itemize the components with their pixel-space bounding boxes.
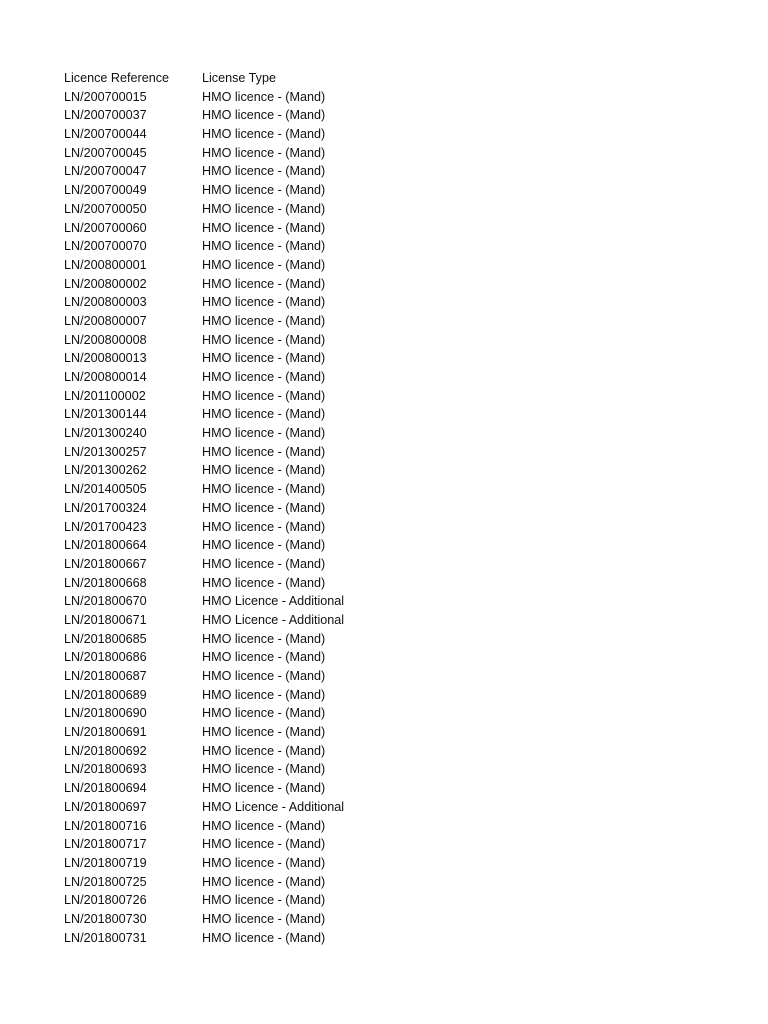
table-row	[64, 424, 484, 443]
license-type-cell: HMO licence - (Mand)	[202, 482, 326, 497]
license-type-cell: HMO licence - (Mand)	[202, 220, 326, 235]
table-row	[64, 611, 484, 630]
license-type-cell: HMO Licence - Additional	[202, 799, 345, 814]
table-row	[64, 349, 484, 368]
licence-reference-cell: LN/200700049	[64, 183, 147, 198]
licence-reference-cell: LN/200700050	[64, 201, 147, 216]
license-type-cell: HMO licence - (Mand)	[202, 519, 326, 534]
table-row	[64, 910, 484, 929]
licence-reference-cell: LN/200700037	[64, 108, 147, 123]
table-row	[64, 667, 484, 686]
license-type-cell: HMO licence - (Mand)	[202, 930, 326, 945]
table-row	[64, 125, 484, 144]
table-row	[64, 461, 484, 480]
table-row	[64, 387, 484, 406]
licence-reference-cell: LN/201800689	[64, 687, 147, 702]
licence-reference-cell: LN/201800691	[64, 725, 147, 740]
license-type-cell: HMO licence - (Mand)	[202, 575, 326, 590]
licence-reference-cell: LN/201800697	[64, 799, 147, 814]
table-row	[64, 760, 484, 779]
table-row	[64, 480, 484, 499]
table-row	[64, 405, 484, 424]
license-type-cell: HMO licence - (Mand)	[202, 911, 326, 926]
license-type-cell: HMO licence - (Mand)	[202, 145, 326, 160]
licence-reference-cell: LN/200700044	[64, 127, 147, 142]
licence-reference-cell: LN/200800002	[64, 276, 147, 291]
licence-reference-cell: LN/201800730	[64, 911, 147, 926]
licence-reference-cell: LN/201300262	[64, 463, 147, 478]
licence-reference-cell: LN/201800687	[64, 669, 147, 683]
license-type-cell: HMO licence - (Mand)	[202, 538, 326, 553]
table-row	[64, 592, 484, 611]
table-row	[64, 835, 484, 854]
license-type-cell: HMO licence - (Mand)	[202, 407, 326, 422]
license-type-cell: HMO licence - (Mand)	[202, 500, 326, 515]
license-type-cell: HMO licence - (Mand)	[202, 725, 326, 740]
license-type-cell: HMO licence - (Mand)	[202, 762, 326, 777]
table-row	[64, 630, 484, 649]
table-row	[64, 312, 484, 331]
table-row	[64, 443, 484, 462]
licence-reference-cell: LN/201800731	[64, 930, 147, 945]
table-row	[64, 742, 484, 761]
licence-reference-cell: LN/200800003	[64, 295, 147, 310]
column-header-license-type: License Type	[202, 71, 276, 85]
license-type-cell: HMO licence - (Mand)	[202, 893, 326, 908]
license-type-cell: HMO licence - (Mand)	[202, 89, 326, 104]
licence-table	[64, 69, 484, 947]
table-row	[64, 873, 484, 892]
licence-reference-cell: LN/201800668	[64, 575, 147, 590]
licence-reference-cell: LN/201800686	[64, 650, 147, 665]
license-type-cell: HMO licence - (Mand)	[202, 650, 326, 665]
licence-reference-cell: LN/201800693	[64, 762, 147, 777]
license-type-cell: HMO licence - (Mand)	[202, 164, 326, 179]
column-header-licence-reference: Licence Reference	[64, 71, 170, 85]
table-body	[64, 88, 484, 948]
licence-reference-cell: LN/200800001	[64, 257, 147, 272]
license-type-cell: HMO licence - (Mand)	[202, 313, 326, 328]
table-row	[64, 854, 484, 873]
table-row	[64, 200, 484, 219]
table-row	[64, 686, 484, 705]
licence-reference-cell: LN/201300257	[64, 444, 147, 459]
license-type-cell: HMO licence - (Mand)	[202, 257, 326, 272]
table-row	[64, 106, 484, 125]
table-row	[64, 779, 484, 798]
licence-reference-cell: LN/201700324	[64, 500, 147, 515]
table-row	[64, 219, 484, 238]
table-row	[64, 817, 484, 836]
licence-reference-cell: LN/201300240	[64, 426, 147, 441]
table-row	[64, 555, 484, 574]
license-type-cell: HMO Licence - Additional	[202, 612, 345, 627]
license-type-cell: HMO licence - (Mand)	[202, 706, 326, 721]
table-row	[64, 536, 484, 555]
license-type-cell: HMO licence - (Mand)	[202, 108, 326, 123]
table-row	[64, 574, 484, 593]
table-row	[64, 275, 484, 294]
table-row	[64, 798, 484, 817]
licence-reference-cell: LN/200800007	[64, 313, 147, 328]
license-type-cell: HMO licence - (Mand)	[202, 183, 326, 198]
licence-reference-cell: LN/201800725	[64, 874, 147, 889]
license-type-cell: HMO licence - (Mand)	[202, 781, 326, 796]
licence-reference-cell: LN/200700070	[64, 239, 147, 254]
licence-reference-cell: LN/200700045	[64, 145, 147, 160]
table-row	[64, 704, 484, 723]
licence-reference-cell: LN/201800726	[64, 893, 147, 908]
licence-reference-cell: LN/201700423	[64, 519, 147, 534]
table-row	[64, 723, 484, 742]
licence-reference-cell: LN/201800685	[64, 631, 147, 646]
license-type-cell: HMO licence - (Mand)	[202, 239, 326, 254]
license-type-cell: HMO licence - (Mand)	[202, 556, 326, 571]
licence-reference-cell: LN/201800692	[64, 743, 147, 758]
licence-reference-cell: LN/200700015	[64, 89, 147, 104]
license-type-cell: HMO licence - (Mand)	[202, 855, 326, 870]
licence-reference-cell: LN/201800664	[64, 538, 147, 553]
table-row	[64, 891, 484, 910]
table-row	[64, 293, 484, 312]
licence-reference-cell: LN/201800694	[64, 781, 147, 796]
table-row	[64, 162, 484, 181]
licence-reference-cell: LN/201800670	[64, 594, 147, 609]
license-type-cell: HMO licence - (Mand)	[202, 687, 326, 702]
table-row	[64, 331, 484, 350]
license-type-cell: HMO licence - (Mand)	[202, 351, 326, 366]
licence-reference-cell: LN/201800667	[64, 556, 147, 571]
license-type-cell: HMO licence - (Mand)	[202, 818, 326, 833]
licence-reference-cell: LN/201800690	[64, 706, 147, 721]
license-type-cell: HMO licence - (Mand)	[202, 388, 326, 403]
table-row	[64, 181, 484, 200]
licence-reference-cell: LN/201800671	[64, 612, 147, 627]
table-row	[64, 237, 484, 256]
license-type-cell: HMO licence - (Mand)	[202, 332, 326, 347]
license-type-cell: HMO licence - (Mand)	[202, 295, 326, 310]
licence-reference-cell: LN/200700047	[64, 164, 147, 179]
licence-reference-cell: LN/201300144	[64, 407, 147, 422]
license-type-cell: HMO licence - (Mand)	[202, 874, 326, 889]
license-type-cell: HMO licence - (Mand)	[202, 463, 326, 478]
table-row	[64, 499, 484, 518]
licence-reference-cell: LN/201800716	[64, 818, 147, 833]
table-header-row	[64, 69, 484, 88]
licence-reference-cell: LN/201400505	[64, 482, 147, 497]
table-row	[64, 256, 484, 275]
license-type-cell: HMO licence - (Mand)	[202, 837, 326, 852]
licence-reference-cell: LN/201800717	[64, 837, 147, 852]
licence-reference-cell: LN/200700060	[64, 220, 147, 235]
license-type-cell: HMO licence - (Mand)	[202, 743, 326, 758]
licence-reference-cell: LN/200800014	[64, 370, 147, 384]
licence-reference-cell: LN/200800013	[64, 351, 147, 366]
table-row	[64, 144, 484, 163]
table-row	[64, 929, 484, 948]
license-type-cell: HMO licence - (Mand)	[202, 669, 326, 683]
license-type-cell: HMO licence - (Mand)	[202, 631, 326, 646]
table-row	[64, 88, 484, 107]
license-type-cell: HMO licence - (Mand)	[202, 276, 326, 291]
licence-reference-cell: LN/201800719	[64, 855, 147, 870]
license-type-cell: HMO licence - (Mand)	[202, 201, 326, 216]
license-type-cell: HMO licence - (Mand)	[202, 370, 326, 384]
table-row	[64, 368, 484, 387]
license-type-cell: HMO licence - (Mand)	[202, 127, 326, 142]
licence-reference-cell: LN/201100002	[64, 388, 146, 403]
table-row	[64, 518, 484, 537]
license-type-cell: HMO licence - (Mand)	[202, 426, 326, 441]
license-type-cell: HMO licence - (Mand)	[202, 444, 326, 459]
table-row	[64, 648, 484, 667]
license-type-cell: HMO Licence - Additional	[202, 594, 345, 609]
licence-reference-cell: LN/200800008	[64, 332, 147, 347]
